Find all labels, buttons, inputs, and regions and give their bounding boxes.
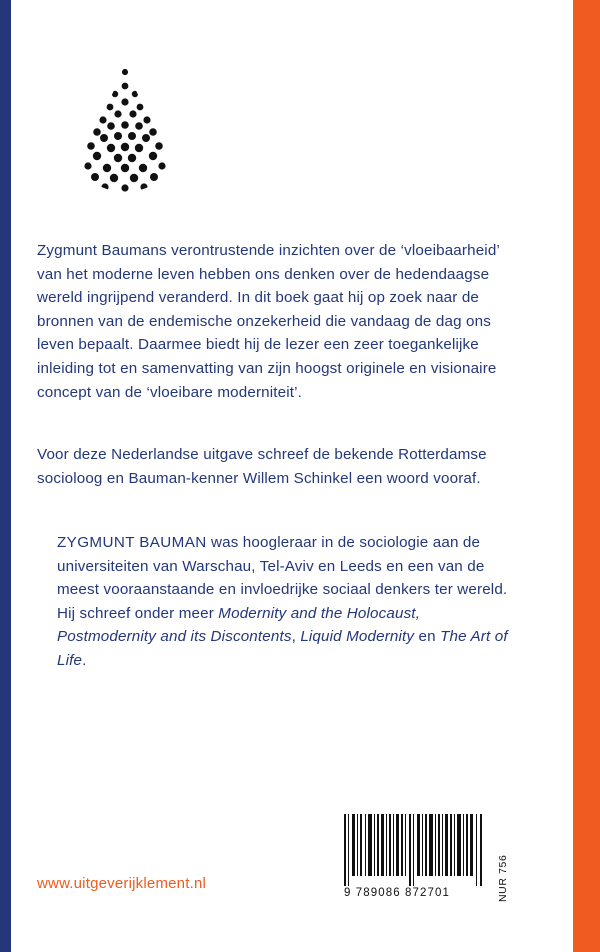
barcode <box>344 814 486 906</box>
book-title-1: Modernity and the Holocaust <box>218 604 416 622</box>
barcode-number: 9 789086 872701 <box>344 887 451 899</box>
nur-code-label: NUR 756 <box>497 854 509 902</box>
publisher-website[interactable]: www.uitgeverijklement.nl <box>37 875 207 892</box>
blurb-paragraph-1: Zygmunt Baumans verontrustende inzichten over de ‘vloeibaarheid’ van het moderne leven hebben ons denken over de hedendaagse wereld ingrijpend veranderd. In dit boek gaat hij op zoek naar de bronnen van de endemische onzekerheid die vandaag de dag ons leven bepaalt. Daarmee biedt hij de lezer een zeer toegankelijke inleiding tot en samenvatting van zijn hoogst originele en visionaire concept van de ‘vloeibare moderniteit’. <box>37 242 500 401</box>
blurb-paragraph-2: Voor deze Nederlandse uitgave schreef de bekende Rotterdamse socioloog en Bauman-kenner Willem Schinkel een woord vooraf. <box>37 446 487 487</box>
bio-end-period: . <box>82 652 87 669</box>
barcode-bars <box>344 814 486 886</box>
book-title-2: Postmodernity and its Discontents <box>57 628 292 646</box>
back-cover-content <box>11 0 570 952</box>
book-title-4: The Art of Life <box>57 628 508 669</box>
bio-separator-3: en <box>414 628 441 646</box>
author-bio <box>57 531 519 672</box>
book-title-3: Liquid Modernity <box>300 628 415 646</box>
front-cover-orange-edge <box>573 0 600 952</box>
nur-code <box>495 844 509 906</box>
author-name: ZYGMUNT BAUMAN <box>57 534 207 552</box>
author-bio-text: was hoogleraar in de sociologie aan de universiteiten van Warschau, Tel-Aviv en Leeds en een van de meest vooraanstaande en invloedrijke sociaal denkers ter wereld. Hij schreef onder meer <box>57 534 508 622</box>
water-drop-dotted-logo <box>77 62 173 194</box>
bio-separator-2: , <box>291 628 301 646</box>
spine-blue-bar <box>0 0 11 952</box>
bio-separator-1: , <box>415 604 421 622</box>
